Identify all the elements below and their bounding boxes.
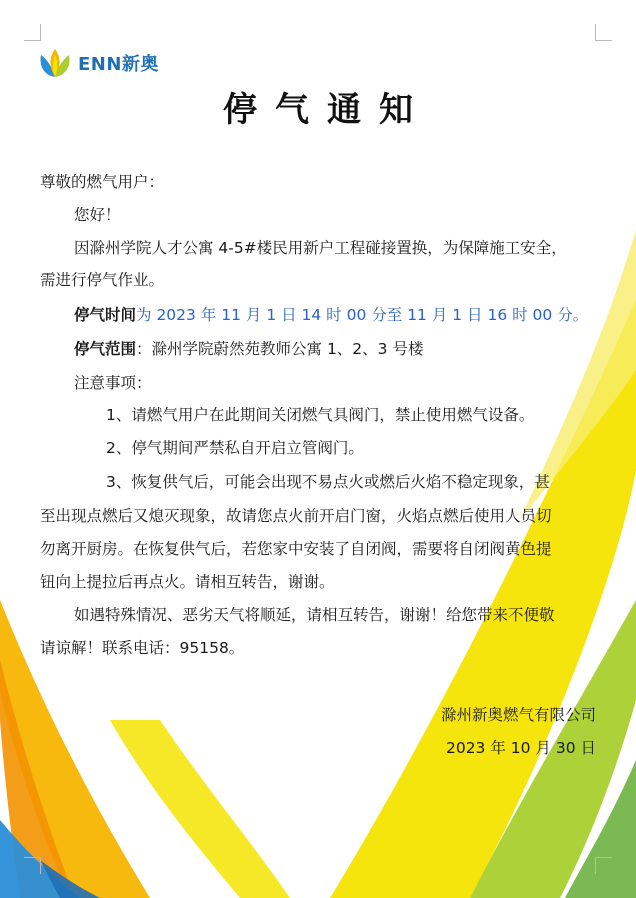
enn-flower-logo-icon [37, 45, 73, 81]
crop-mark-bottom-left [24, 857, 41, 874]
note-item-3-line-4: 钮向上提拉后再点火。请相互转告，谢谢。 [40, 573, 335, 591]
outage-scope-value: ：滁州学院蔚然苑教师公寓 1、2、3 号楼 [136, 340, 424, 358]
note-item-3-line-2: 至出现点燃后又熄灭现象，故请您点火前开启门窗，火焰点燃后使用人员切 [40, 507, 552, 525]
note-item-3-line-3: 勿离开厨房。在恢复供气后，若您家中安装了自闭阀，需要将自闭阀黄色提 [40, 540, 552, 558]
notice-title: 停气通知 [223, 90, 431, 130]
logo-wordmark: ENN新奥 [78, 54, 159, 75]
outage-scope [74, 339, 423, 359]
intro-paragraph-line-2: 需进行停气作业。 [40, 271, 165, 289]
company-signature: 滁州新奥燃气有限公司 [440, 706, 596, 724]
outage-time-value: 为 2023 年 11 月 1 日 14 时 00 分至 11 月 1 日 16 时 00 分。 [136, 306, 589, 324]
note-item-3-line-1: 3、恢复供气后，可能会出现不易点火或燃后火焰不稳定现象，甚 [106, 473, 550, 491]
crop-mark-top-left [24, 24, 41, 41]
salutation: 尊敬的燃气用户： [40, 173, 165, 191]
company-logo [37, 45, 159, 81]
notice-date: 2023 年 10 月 30 日 [445, 739, 596, 757]
note-item-2: 2、停气期间严禁私自开启立管阀门。 [106, 439, 364, 457]
notes-heading: 注意事项： [74, 374, 152, 392]
outage-time [74, 305, 588, 325]
crop-mark-bottom-right [595, 857, 612, 874]
note-item-1: 1、请燃气用户在此期间关闭燃气具阀门，禁止使用燃气设备。 [106, 406, 535, 424]
outage-scope-label: 停气范围 [74, 340, 137, 358]
intro-paragraph-line-1: 因滁州学院人才公寓 4-5#楼民用新户工程碰接置换，为保障施工安全， [74, 239, 567, 257]
closing-line-2: 请谅解！联系电话：95158。 [40, 639, 245, 657]
outage-time-label: 停气时间 [74, 306, 137, 324]
crop-mark-top-right [595, 24, 612, 41]
closing-line-1: 如遇特殊情况、恶劣天气将顺延，请相互转告，谢谢！给您带来不便敬 [74, 606, 555, 624]
greeting: 您好！ [74, 206, 121, 224]
